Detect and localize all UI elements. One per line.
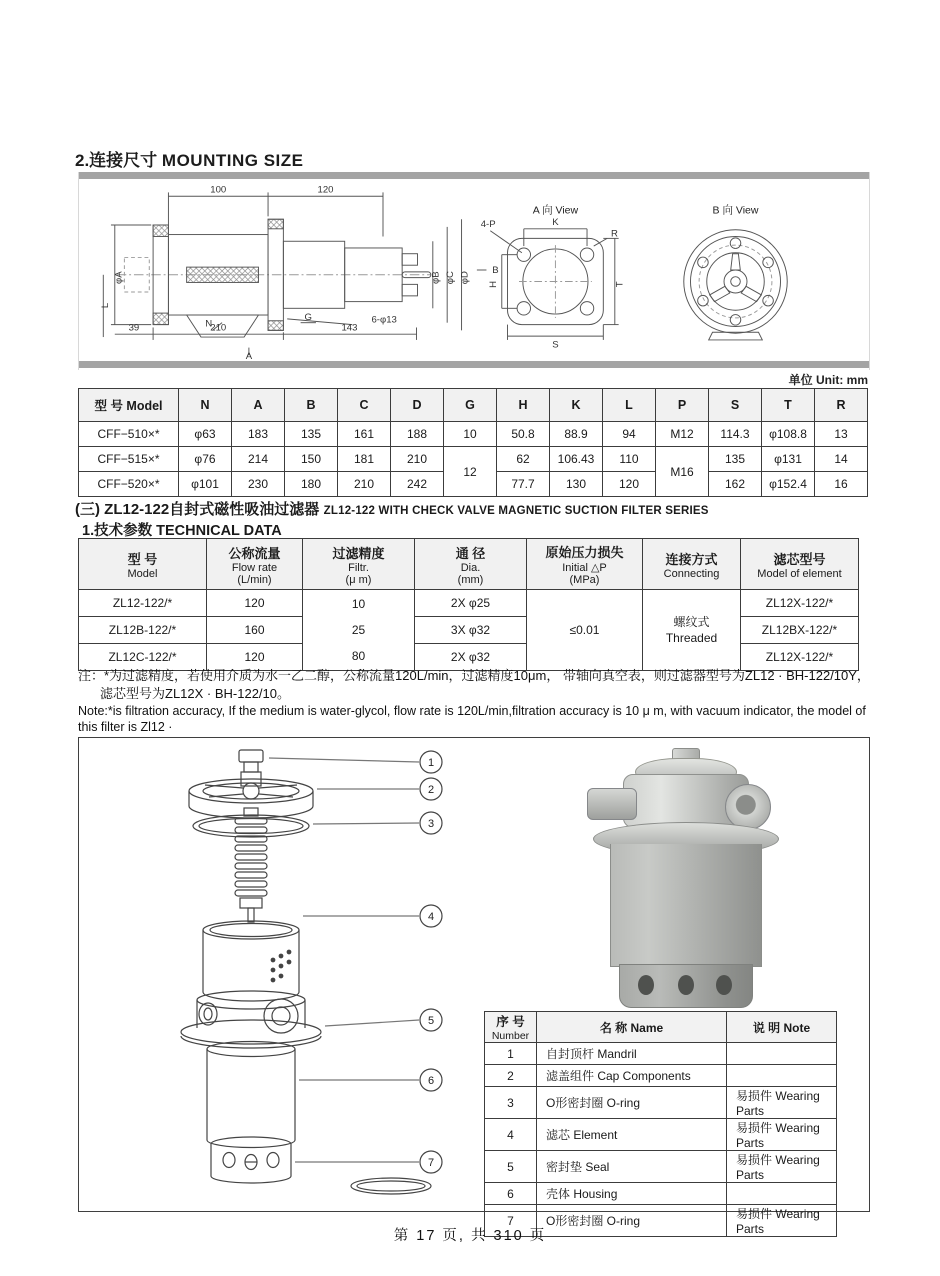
cell: 183: [232, 422, 285, 447]
col-header: C: [338, 389, 391, 422]
cell-note: [727, 1065, 837, 1087]
cell-merged-pressure: ≤0.01: [527, 590, 643, 671]
cell: 62: [497, 447, 550, 472]
callout-3: 3: [427, 818, 435, 830]
col-header: G: [444, 389, 497, 422]
callout-5: 5: [427, 1015, 435, 1027]
header-zh: 序 号: [496, 1015, 525, 1029]
cell: 180: [285, 472, 338, 497]
cell-number: 2: [485, 1065, 537, 1087]
header-en: Flow rate: [231, 561, 278, 574]
table-row: [485, 1183, 837, 1205]
header-en: Model of element: [757, 567, 842, 580]
label-4P: 4-P: [480, 218, 496, 230]
unit-note: 单位 Unit: mm: [788, 373, 868, 387]
table-row: [485, 1065, 837, 1087]
page-footer: 第 17 页, 共 310 页: [393, 1228, 547, 1244]
cell: 230: [232, 472, 285, 497]
cell-merged-P: M16: [656, 447, 709, 497]
header-unit: (mm): [457, 573, 484, 586]
dim-label-L: L: [100, 302, 112, 309]
cell: 214: [232, 447, 285, 472]
cell: 135: [709, 447, 762, 472]
product-photo: [565, 748, 805, 1006]
header-zh: 滤芯型号: [773, 551, 826, 567]
section-heading-en: ZL12-122 WITH CHECK VALVE MAGNETIC SUCTION FILTER SERIES: [323, 505, 709, 517]
cell-note: 易损件 Wearing Parts: [727, 1205, 837, 1237]
header-unit: (L/min): [237, 573, 272, 586]
page-title-zh: 2.连接尺寸: [75, 151, 158, 170]
cell-merged-G: 12: [444, 447, 497, 497]
col-header: B: [285, 389, 338, 422]
table-header-row: [485, 1012, 837, 1043]
cell-dia: 3X φ32: [415, 617, 527, 644]
cell: 110: [603, 447, 656, 472]
cell: 181: [338, 447, 391, 472]
section-heading: [75, 498, 709, 519]
photo-bottom-band: [619, 964, 753, 1008]
cell: M12: [656, 422, 709, 447]
cell: 77.7: [497, 472, 550, 497]
header-zh: 原始压力损失: [545, 545, 624, 560]
cell-name: 密封垫 Seal: [537, 1151, 727, 1183]
cell-number: 1: [485, 1043, 537, 1065]
dim-label-R: R: [610, 228, 618, 240]
photo-hole: [678, 975, 694, 995]
connecting-zh: 螺纹式: [673, 615, 710, 629]
dim-label-210: 210: [210, 322, 227, 334]
view-b-label: B 向 View: [712, 204, 759, 217]
cell: 106.43: [550, 447, 603, 472]
dim-label-phiA: φA: [113, 271, 125, 284]
filtr-value: 25: [351, 623, 366, 637]
cell: φ63: [179, 422, 232, 447]
dim-label-phiC: φC: [444, 271, 456, 285]
cell-number: 7: [485, 1205, 537, 1237]
header-zh: 过滤精度: [332, 545, 385, 561]
part-label-N: N: [205, 318, 213, 330]
cell-element: ZL12BX-122/*: [741, 617, 859, 644]
table-row: [79, 590, 859, 617]
mounting-drawing-panel: [78, 172, 870, 370]
header-zh: 公称流量: [228, 545, 281, 561]
cell: 210: [391, 447, 444, 472]
mounting-drawing: [79, 179, 869, 361]
cell-number: 5: [485, 1151, 537, 1183]
cell: 16: [815, 472, 868, 497]
header-en: Initial △P: [562, 562, 607, 574]
cell-dia: 2X φ25: [415, 590, 527, 617]
section-label-B: B: [492, 264, 499, 276]
col-header: [415, 539, 527, 590]
cell-flow: 120: [207, 644, 303, 671]
col-header: [741, 539, 859, 590]
dim-label-phiB: φB: [430, 271, 442, 284]
table-row: [485, 1043, 837, 1065]
cell: CFF−510×*: [79, 422, 179, 447]
cell: 188: [391, 422, 444, 447]
cell: 130: [550, 472, 603, 497]
col-header: N: [179, 389, 232, 422]
table-row: [79, 617, 859, 644]
dim-label-K: K: [552, 216, 559, 228]
dim-label-S: S: [552, 339, 559, 351]
photo-housing-body: [610, 844, 762, 967]
table-row: [485, 1151, 837, 1183]
technical-data-heading: 1.技术参数 TECHNICAL DATA: [82, 523, 282, 539]
page-title-en: MOUNTING SIZE: [161, 151, 304, 170]
cell: 150: [285, 447, 338, 472]
cell: 162: [709, 472, 762, 497]
cell-name: O形密封圈 O-ring: [537, 1205, 727, 1237]
dim-label-100: 100: [210, 184, 227, 196]
table-row: [485, 1087, 837, 1119]
cell-number: 6: [485, 1183, 537, 1205]
technical-data-table: [78, 538, 859, 671]
col-header: [79, 539, 207, 590]
photo-hole: [716, 975, 732, 995]
cell-name: 滤芯 Element: [537, 1119, 727, 1151]
col-header: A: [232, 389, 285, 422]
cell: φ152.4: [762, 472, 815, 497]
cell-note: 易损件 Wearing Parts: [727, 1151, 837, 1183]
cell-merged-filtr: [303, 590, 415, 671]
header-en: Dia.: [460, 561, 481, 574]
cell: 13: [815, 422, 868, 447]
dim-label-phiD: φD: [459, 271, 471, 285]
dim-label-H: H: [488, 280, 500, 288]
note-zh-line1: 注：*为过滤精度，若使用介质为水一乙二醇，公称流量120L/min，过滤精度10μm， 带轴向真空表，则过滤器型号为ZL12 · BH-122/10Y，: [78, 668, 870, 683]
cell: 10: [444, 422, 497, 447]
filtr-value: 80: [351, 649, 366, 663]
table-header-row: [79, 389, 868, 422]
table-row: [79, 447, 868, 472]
col-header: 型 号 Model: [79, 389, 179, 422]
section-label-A: A: [245, 351, 253, 361]
view-a-label: A 向 View: [532, 204, 579, 217]
cell-name: 自封顶杆 Mandril: [537, 1043, 727, 1065]
connecting-en: Threaded: [665, 631, 718, 645]
cell: 94: [603, 422, 656, 447]
col-header: T: [762, 389, 815, 422]
photo-left-port: [587, 788, 637, 820]
cell: 50.8: [497, 422, 550, 447]
cell-merged-connecting: [643, 590, 741, 671]
cell-note: [727, 1043, 837, 1065]
mounting-table: [78, 388, 868, 497]
callout-4: 4: [427, 911, 435, 923]
cell-element: ZL12X-122/*: [741, 590, 859, 617]
col-header-note: 说 明 Note: [727, 1012, 837, 1043]
note-en-line1: Note:*is filtration accuracy, If the medium is water-glycol, flow rate is 120L/min,filtration accuracy is 10 μ m, with vacuum indicator, the model of this filter is Zl12 ·: [78, 704, 866, 734]
cell: 88.9: [550, 422, 603, 447]
table-row: [485, 1119, 837, 1151]
cell: φ76: [179, 447, 232, 472]
cell: φ108.8: [762, 422, 815, 447]
col-header: [643, 539, 741, 590]
col-header: K: [550, 389, 603, 422]
cell-element: ZL12X-122/*: [741, 644, 859, 671]
header-en: Connecting: [663, 567, 720, 580]
col-header: S: [709, 389, 762, 422]
cell-model: ZL12-122/*: [79, 590, 207, 617]
cell-name: O形密封圈 O-ring: [537, 1087, 727, 1119]
table-row: [79, 422, 868, 447]
cell: 14: [815, 447, 868, 472]
col-header: D: [391, 389, 444, 422]
col-header: [527, 539, 643, 590]
header-en: Model: [127, 567, 158, 580]
cell: CFF−515×*: [79, 447, 179, 472]
panel-bottom-bar: [79, 361, 869, 368]
dim-label-143: 143: [341, 322, 358, 334]
dim-label-T: T: [614, 281, 626, 288]
cell-flow: 160: [207, 617, 303, 644]
dim-label-120: 120: [317, 184, 334, 196]
section-heading-zh: (三) ZL12-122自封式磁性吸油过滤器: [75, 501, 320, 518]
cell-number: 4: [485, 1119, 537, 1151]
header-unit: (μ m): [345, 573, 372, 586]
callout-7: 7: [427, 1157, 435, 1169]
col-header: P: [656, 389, 709, 422]
cell-flow: 120: [207, 590, 303, 617]
cell: 161: [338, 422, 391, 447]
header-zh: 连接方式: [665, 551, 718, 567]
col-header: [303, 539, 415, 590]
cell-name: 滤盖组件 Cap Components: [537, 1065, 727, 1087]
col-header-number: [485, 1012, 537, 1043]
cell: CFF−520×*: [79, 472, 179, 497]
cell-dia: 2X φ32: [415, 644, 527, 671]
cell: 120: [603, 472, 656, 497]
callout-1: 1: [427, 757, 435, 769]
col-header-name: 名 称 Name: [537, 1012, 727, 1043]
header-unit: (MPa): [569, 574, 600, 586]
panel-top-bar: [79, 172, 869, 179]
header-zh: 通 径: [455, 545, 486, 561]
table-header-row: [79, 539, 859, 590]
cell-name: 壳体 Housing: [537, 1183, 727, 1205]
cell-number: 3: [485, 1087, 537, 1119]
note-zh-line2: 滤芯型号为ZL12X · BH-122/10。: [100, 686, 291, 701]
col-header: R: [815, 389, 868, 422]
header-en: Number: [491, 1030, 530, 1042]
cell: 210: [338, 472, 391, 497]
filtr-value: 10: [351, 597, 366, 611]
exploded-view-drawing: [101, 744, 491, 1204]
holes-label: 6-φ13: [371, 314, 397, 326]
cell: 242: [391, 472, 444, 497]
parts-table: [484, 1011, 837, 1237]
callout-6: 6: [427, 1075, 435, 1087]
photo-hole: [638, 975, 654, 995]
col-header: [207, 539, 303, 590]
part-label-G: G: [304, 311, 313, 323]
photo-right-port: [725, 784, 771, 830]
callout-2: 2: [427, 784, 435, 796]
cell: 135: [285, 422, 338, 447]
page-title: [75, 146, 303, 171]
cell: φ101: [179, 472, 232, 497]
cell-model: ZL12B-122/*: [79, 617, 207, 644]
header-en: Filtr.: [348, 561, 369, 574]
dim-label-39: 39: [128, 322, 140, 334]
cell: φ131: [762, 447, 815, 472]
col-header: L: [603, 389, 656, 422]
cell: 114.3: [709, 422, 762, 447]
header-zh: 型 号: [127, 551, 158, 567]
cell-note: 易损件 Wearing Parts: [727, 1119, 837, 1151]
cell-note: [727, 1183, 837, 1205]
cell-note: 易损件 Wearing Parts: [727, 1087, 837, 1119]
cell-model: ZL12C-122/*: [79, 644, 207, 671]
col-header: H: [497, 389, 550, 422]
